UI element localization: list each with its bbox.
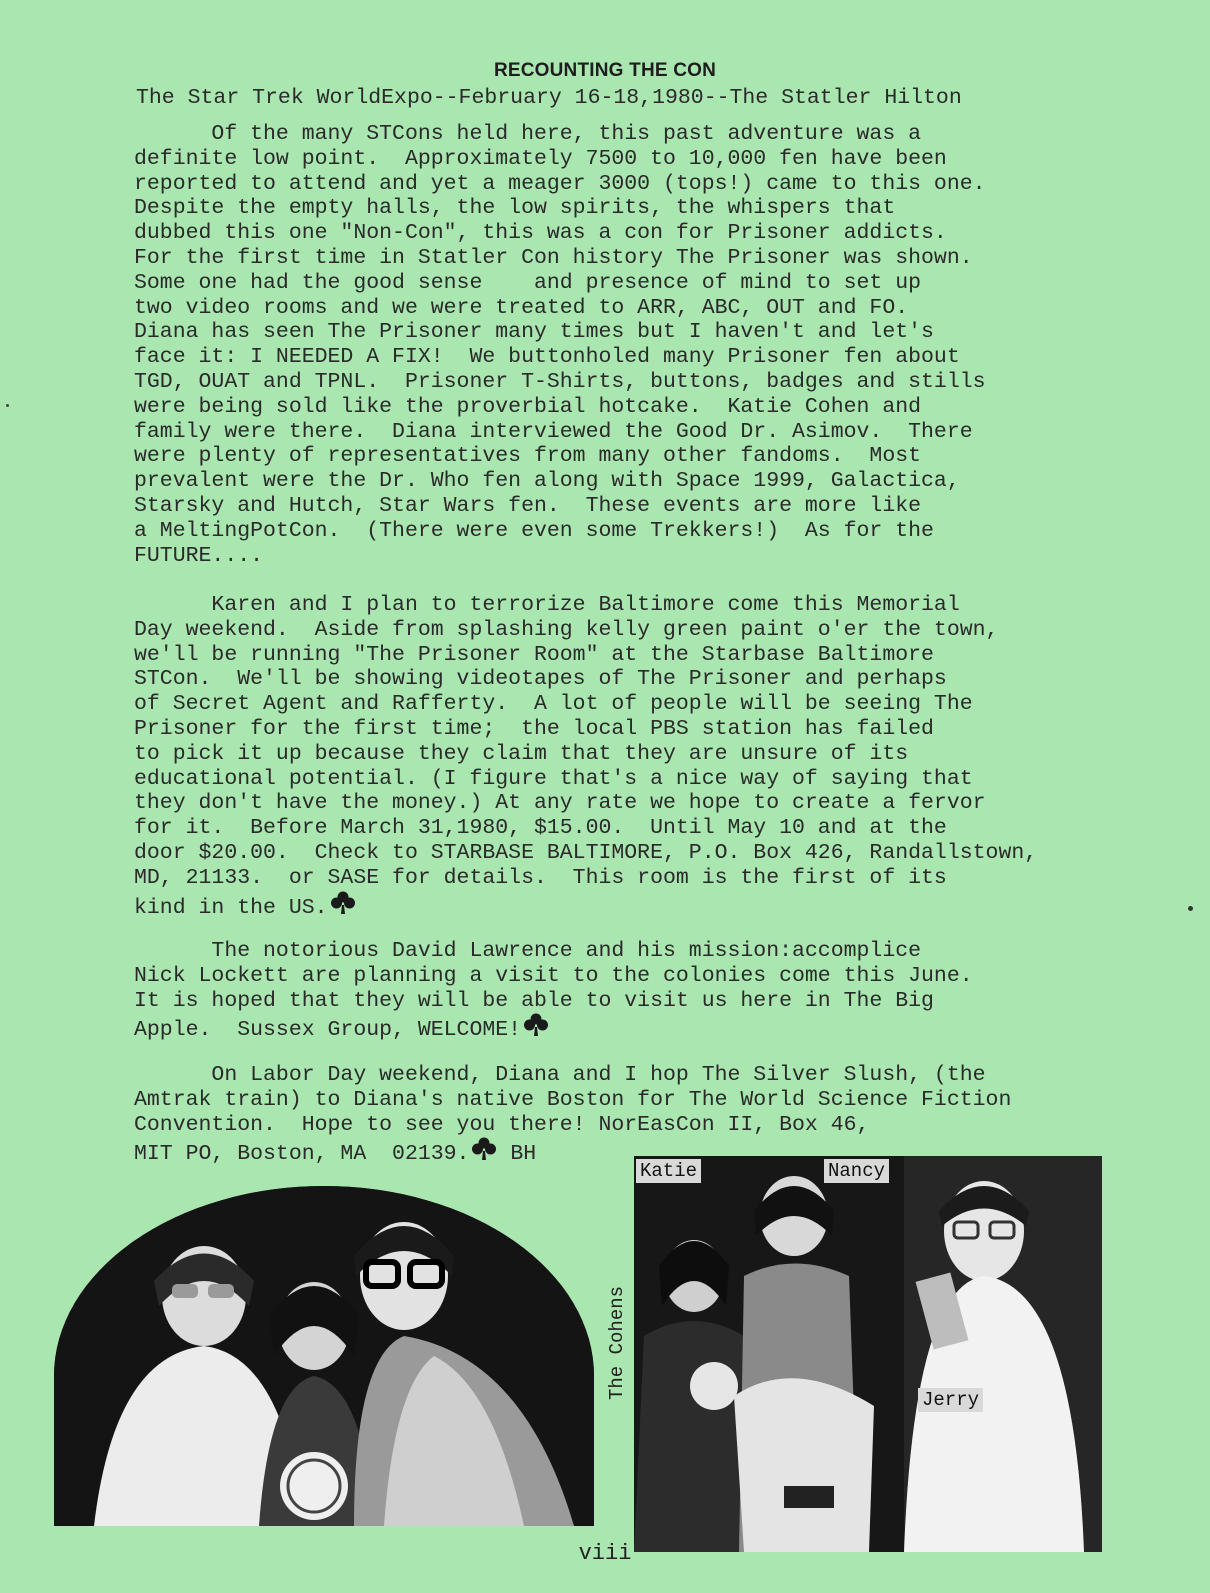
- text-line: [134, 544, 986, 569]
- text-line: [134, 939, 973, 964]
- paragraph-con-report: [134, 122, 986, 568]
- text-line: [134, 395, 986, 420]
- text-line: [134, 494, 986, 519]
- article-subtitle: The Star Trek WorldExpo--February 16-18,1980--The Statler Hilton: [136, 86, 962, 110]
- text-line: [134, 370, 986, 395]
- caption-katie: Katie: [636, 1159, 701, 1183]
- text-line-content: of Secret Agent and Rafferty. A lot of people will be seeing The: [134, 692, 973, 717]
- text-line: [134, 469, 986, 494]
- text-line: [134, 221, 986, 246]
- text-line-content: The notorious David Lawrence and his mission:accomplice: [134, 939, 922, 963]
- text-line: [134, 444, 986, 469]
- text-line: [134, 246, 986, 271]
- stray-mark: [1188, 906, 1193, 911]
- text-line-content: definite low point. Approximately 7500 to 10,000 fen have been: [134, 146, 947, 171]
- text-line: [134, 791, 1037, 816]
- text-line: [134, 593, 1037, 618]
- text-line-content: educational potential. (I figure that's a nice way of saying that: [134, 766, 973, 791]
- text-line-content: Starsky and Hutch, Star Wars fen. These events are more like: [134, 493, 922, 518]
- text-line-content: MD, 21133. or SASE for details. This room is the first of its: [134, 865, 947, 890]
- text-line: [134, 1063, 1011, 1088]
- text-line-content: Diana has seen The Prisoner many times but I haven't and let's: [134, 320, 934, 345]
- text-line-content: to pick it up because they claim that they are unsure of its: [134, 741, 909, 766]
- text-line-content: TGD, OUAT and TPNL. Prisoner T-Shirts, buttons, badges and stills: [134, 369, 986, 394]
- text-line: [134, 717, 1037, 742]
- text-line-content: Convention. Hope to see you there! NorEasCon II, Box 46,: [134, 1112, 870, 1137]
- text-line-content: dubbed this one "Non-Con", this was a con for Prisoner addicts.: [134, 221, 947, 246]
- text-line: [134, 196, 986, 221]
- text-line: [134, 667, 1037, 692]
- text-line-content: Nick Lockett are planning a visit to the colonies come this June.: [134, 963, 973, 988]
- text-line-content: STCon. We'll be showing videotapes of The Prisoner and perhaps: [134, 667, 947, 692]
- text-line: [134, 816, 1037, 841]
- stray-mark: [6, 404, 9, 407]
- shamrock-icon: [523, 1013, 549, 1037]
- text-line: [134, 692, 1037, 717]
- text-line-content: we'll be running "The Prisoner Room" at the Starbase Baltimore: [134, 642, 934, 667]
- text-line: [134, 618, 1037, 643]
- text-line-content: were plenty of representatives from many other fandoms. Most: [134, 444, 922, 469]
- author-signature: BH: [497, 1142, 537, 1167]
- text-line: [134, 841, 1037, 866]
- shamrock-icon: [471, 1137, 497, 1161]
- text-line: [134, 296, 986, 321]
- paragraph-baltimore: [134, 593, 1038, 920]
- text-line-content: reported to attend and yet a meager 3000 (tops!) came to this one.: [134, 171, 986, 196]
- text-line-content: It is hoped that they will be able to visit us here in The Big: [134, 988, 934, 1013]
- text-line-content: FUTURE....: [134, 543, 264, 568]
- text-line-content: prevalent were the Dr. Who fen along with Space 1999, Galactica,: [134, 469, 960, 494]
- photo-three-fans-illustration: [54, 1186, 594, 1526]
- photo-three-fans: [54, 1186, 594, 1526]
- text-line: [134, 964, 973, 989]
- text-line-content: Of the many STCons held here, this past adventure was a: [134, 122, 922, 146]
- text-line-content: Prisoner for the first time; the local PBS station has failed: [134, 716, 934, 741]
- text-line-content: door $20.00. Check to STARBASE BALTIMORE, P.O. Box 426, Randallstown,: [134, 840, 1038, 865]
- text-line: [134, 742, 1037, 767]
- text-line-content: Some one had the good sense and presence of mind to set up: [134, 270, 922, 295]
- article-heading: RECOUNTING THE CON: [493, 60, 717, 81]
- text-line: [134, 122, 986, 147]
- text-line: [134, 345, 986, 370]
- shamrock-icon: [330, 891, 356, 915]
- text-line: [134, 866, 1037, 891]
- text-line: [134, 767, 1037, 792]
- text-line-content: family were there. Diana interviewed the Good Dr. Asimov. There: [134, 419, 973, 444]
- text-line-content: Despite the empty halls, the low spirits, the whispers that: [134, 196, 896, 221]
- page-number: viii: [578, 1541, 632, 1566]
- text-line-content: kind in the US.: [134, 895, 328, 920]
- text-line: [134, 519, 986, 544]
- text-line-content: Amtrak train) to Diana's native Boston for The World Science Fiction: [134, 1087, 1012, 1112]
- caption-jerry: Jerry: [918, 1388, 983, 1412]
- text-line: [134, 643, 1037, 668]
- text-line: [134, 989, 973, 1014]
- text-line-content: were being sold like the proverbial hotcake. Katie Cohen and: [134, 394, 922, 419]
- text-line-content: for it. Before March 31,1980, $15.00. Until May 10 and at the: [134, 816, 947, 841]
- text-line-content: Day weekend. Aside from splashing kelly green paint o'er the town,: [134, 617, 999, 642]
- text-line: [134, 320, 986, 345]
- photo-cohen-family-illustration: [634, 1156, 1102, 1552]
- text-line: [134, 172, 986, 197]
- text-line-content: two video rooms and we were treated to ARR, ABC, OUT and FO.: [134, 295, 909, 320]
- text-line: [134, 271, 986, 296]
- text-line-content: they don't have the money.) At any rate we hope to create a fervor: [134, 791, 986, 816]
- text-line-content: MIT PO, Boston, MA 02139.: [134, 1142, 470, 1167]
- text-line: [134, 1113, 1011, 1138]
- text-line-content: On Labor Day weekend, Diana and I hop The Silver Slush, (the: [134, 1063, 986, 1087]
- text-line: [134, 1088, 1011, 1113]
- text-line: [134, 147, 986, 172]
- text-line-content: Apple. Sussex Group, WELCOME!: [134, 1018, 522, 1043]
- paragraph-worldcon: [134, 1063, 1012, 1167]
- text-line-content: Karen and I plan to terrorize Baltimore come this Memorial: [134, 593, 960, 617]
- text-line: [134, 1013, 973, 1043]
- caption-the-cohens: The Cohens: [606, 1285, 628, 1400]
- text-line: [134, 891, 1037, 920]
- caption-nancy: Nancy: [824, 1159, 889, 1183]
- text-line-content: a MeltingPotCon. (There were even some Trekkers!) As for the: [134, 518, 934, 543]
- text-line-content: face it: I NEEDED A FIX! We buttonholed many Prisoner fen about: [134, 345, 960, 370]
- photo-cohen-family: [634, 1156, 1102, 1552]
- paragraph-visit: [134, 939, 973, 1043]
- text-line-content: For the first time in Statler Con history The Prisoner was shown.: [134, 245, 973, 270]
- text-line: [134, 420, 986, 445]
